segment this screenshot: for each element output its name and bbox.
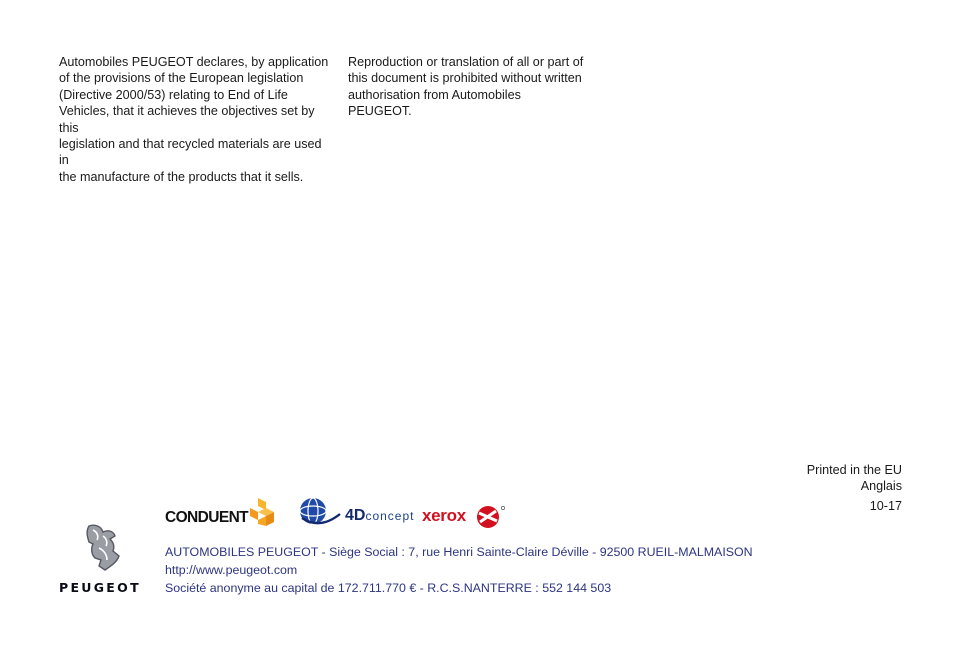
- website-link[interactable]: http://www.peugeot.com: [165, 563, 298, 577]
- peugeot-lion-icon: [77, 522, 129, 574]
- xerox-logo-text: xerox: [422, 506, 466, 525]
- fourd-prefix: 4D: [345, 507, 366, 524]
- fourd-globe-icon: [298, 496, 342, 526]
- fourd-suffix: concept: [365, 509, 415, 523]
- reproduction-notice: Reproduction or translation of all or part of this document is prohibited without written authorisation from Automobiles PEUGEOT.: [348, 55, 584, 119]
- conduent-logo-text: CONDUENT: [165, 509, 249, 526]
- printed-in: Printed in the EU: [806, 463, 902, 477]
- head-office-address: AUTOMOBILES PEUGEOT - Siège Social : 7, rue Henri Sainte-Claire Déville - 92500 RUEIL-MALMAISON: [165, 545, 753, 559]
- edition-code: 10-17: [869, 499, 902, 513]
- xerox-ball-icon: [476, 504, 506, 530]
- end-of-life-declaration: Automobiles PEUGEOT declares, by application of the provisions of the European legislation (Directive 2000/53) relating to End of Life Vehicles, that it achieves the objectives set by this legislation and that recycled materials are used in the manufacture of the products that it sells.: [59, 55, 329, 184]
- fourd-concept-logo: [345, 507, 414, 525]
- language: Anglais: [860, 479, 902, 493]
- conduent-logo-icon: [246, 496, 280, 530]
- peugeot-wordmark: PEUGEOT: [59, 580, 141, 595]
- company-registration: Société anonyme au capital de 172.711.770 € - R.C.S.NANTERRE : 552 144 503: [165, 581, 612, 595]
